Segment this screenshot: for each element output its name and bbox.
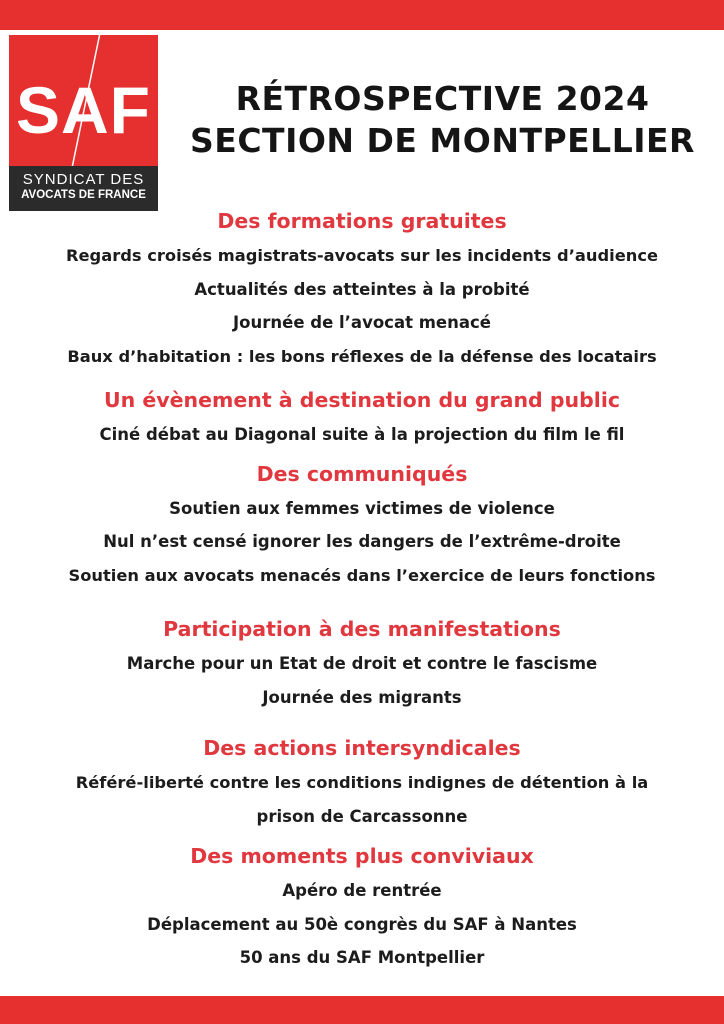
list-item: Nul n’est censé ignorer les dangers de l’extrême-droite [103,532,621,551]
list-item: Actualités des atteintes à la probité [194,279,530,299]
section-manifestations [0,611,724,714]
title-line2: SECTION DE MONTPELLIER [190,121,695,160]
section-heading: Des actions intersyndicales [203,736,521,760]
list-item: 50 ans du SAF Montpellier [239,948,485,967]
page-title [170,78,715,162]
section-heading: Un évènement à destination du grand public [103,388,621,412]
section-heading: Des formations gratuites [217,209,507,233]
list-item: Journée des migrants [262,687,462,707]
list-item: Marche pour un Etat de droit et contre le fascisme [126,654,598,673]
section-conviviaux [0,838,724,975]
list-item: Baux d’habitation : les bons réflexes de la défense des locatairs [67,346,657,366]
list-item: Soutien aux femmes victimes de violence [169,498,555,518]
top-red-band [0,0,724,30]
saf-logo-letters: SAF [16,73,151,147]
section-intersyndicales [0,730,724,833]
title-line1: RÉTROSPECTIVE 2024 [235,79,650,118]
retrospective-content [0,203,724,975]
section-communiques [0,456,724,593]
section-grand-public [0,382,724,452]
section-heading: Participation à des manifestations [163,617,561,641]
section-formations [0,203,724,373]
list-item: Soutien aux avocats menacés dans l’exercice de leurs fonctions [68,565,656,585]
section-heading: Des communiqués [256,461,468,486]
saf-logo-red-block [9,35,158,166]
list-item: Apéro de rentrée [282,881,442,900]
list-item: Déplacement au 50è congrès du SAF à Nantes [147,914,577,934]
list-item: Ciné débat au Diagonal suite à la projection du film le fil [99,425,625,444]
bottom-red-band [0,996,724,1024]
logo-caption-line1: SYNDICAT DES [22,171,145,188]
list-item: Référé-liberté contre les conditions indignes de détention à la [75,773,649,792]
saf-logo [9,35,158,211]
section-heading: Des moments plus conviviaux [190,844,534,868]
list-item: prison de Carcassonne [256,806,468,826]
logo-caption-line2: AVOCATS DE FRANCE [21,189,146,201]
list-item: Journée de l’avocat menacé [233,313,491,332]
list-item: Regards croisés magistrats-avocats sur les incidents d’audience [65,246,659,265]
